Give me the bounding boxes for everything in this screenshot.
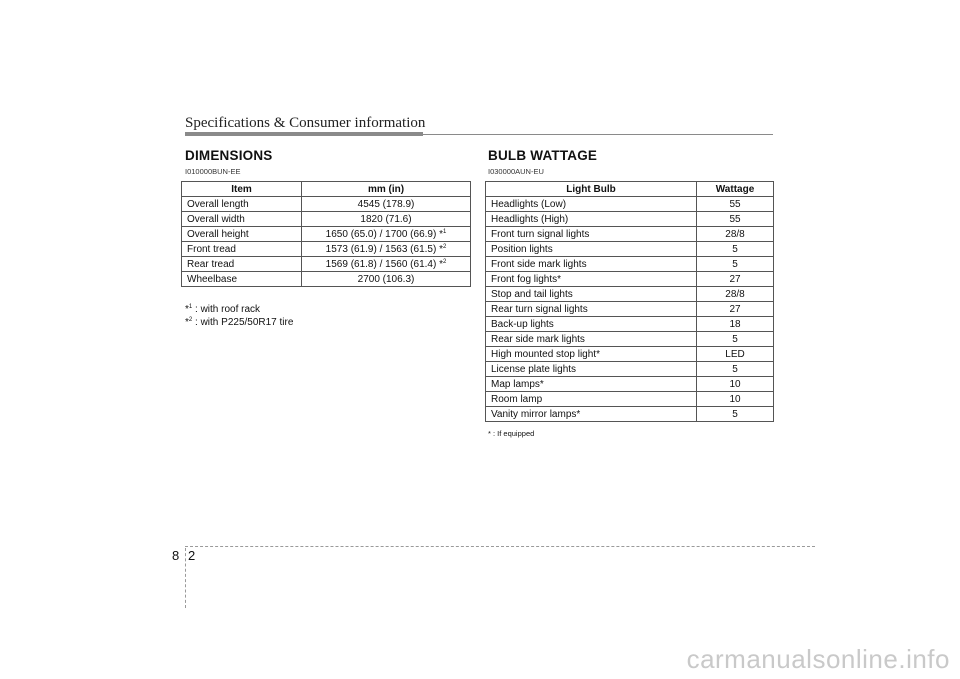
- table-row: [182, 257, 471, 272]
- cell-item: High mounted stop light*: [486, 347, 697, 362]
- cell-value: [697, 347, 774, 362]
- cell-item: Overall height: [182, 227, 302, 242]
- cell-value: [697, 302, 774, 317]
- table-row: [182, 242, 471, 257]
- cell-value-text: 1573 (61.9) / 1563 (61.5) *: [325, 243, 443, 255]
- cell-value-text: 1569 (61.8) / 1560 (61.4) *: [325, 258, 443, 270]
- cell-item: Wheelbase: [182, 272, 302, 287]
- cell-item: Overall width: [182, 212, 302, 227]
- cell-value: [697, 407, 774, 422]
- cell-value-text: 28/8: [725, 288, 745, 300]
- cell-item: Back-up lights: [486, 317, 697, 332]
- cell-value: [697, 197, 774, 212]
- cell-item: Overall length: [182, 197, 302, 212]
- cell-value-text: 55: [729, 198, 741, 210]
- bulb-wattage-table: [485, 181, 774, 422]
- table-row: [486, 377, 774, 392]
- table-row: [486, 392, 774, 407]
- cell-value: [302, 197, 471, 212]
- note-star: *: [185, 304, 189, 315]
- table-row: [182, 212, 471, 227]
- cell-value: [697, 317, 774, 332]
- footnote-mark: 1: [442, 228, 447, 235]
- column-header-value: mm (in): [302, 182, 471, 197]
- note-text: : with P225/50R17 tire: [192, 317, 294, 328]
- cell-item: Vanity mirror lamps*: [486, 407, 697, 422]
- cell-value: [697, 272, 774, 287]
- cell-value-text: 27: [729, 273, 741, 285]
- cell-value-text: 2700 (106.3): [357, 273, 415, 285]
- cell-value-text: 1650 (65.0) / 1700 (66.9) *: [325, 228, 443, 240]
- footnote-mark: 2: [442, 243, 447, 250]
- cell-value-text: 5: [732, 258, 738, 270]
- cell-value-text: 55: [729, 213, 741, 225]
- cell-value: [697, 242, 774, 257]
- cell-value-text: 27: [729, 303, 741, 315]
- cell-value-text: 5: [732, 363, 738, 375]
- page-number: 2: [188, 548, 196, 563]
- table-row: [486, 272, 774, 287]
- note-text: : with roof rack: [192, 304, 261, 315]
- cell-value: [302, 212, 471, 227]
- cell-item: Stop and tail lights: [486, 287, 697, 302]
- cell-value-text: 5: [732, 243, 738, 255]
- table-header-row: [182, 182, 471, 197]
- cell-item: Headlights (Low): [486, 197, 697, 212]
- cell-item: Map lamps*: [486, 377, 697, 392]
- table-row: [182, 197, 471, 212]
- column-header-item: Item: [182, 182, 302, 197]
- cell-value: [302, 227, 471, 242]
- cell-value: [302, 272, 471, 287]
- column-header-wattage: Wattage: [697, 182, 774, 197]
- cell-value: [697, 392, 774, 407]
- cell-item: Front side mark lights: [486, 257, 697, 272]
- table-row: [182, 227, 471, 242]
- cell-item: Front tread: [182, 242, 302, 257]
- column-header-light-bulb: Light Bulb: [486, 182, 697, 197]
- table-row: [486, 197, 774, 212]
- cell-item: Front fog lights*: [486, 272, 697, 287]
- table-row: [486, 287, 774, 302]
- cell-value-text: 18: [729, 318, 741, 330]
- cell-value-text: 4545 (178.9): [357, 198, 415, 210]
- footer-dotted-divider: [185, 548, 186, 608]
- dimensions-code: I010000BUN-EE: [185, 167, 241, 176]
- bulb-wattage-code: I030000AUN-EU: [488, 167, 544, 176]
- cell-value: [697, 362, 774, 377]
- table-row: [486, 227, 774, 242]
- dimensions-table: [181, 181, 471, 287]
- cell-item: Rear tread: [182, 257, 302, 272]
- table-row: [486, 347, 774, 362]
- table-row: [486, 407, 774, 422]
- footnote-mark: 2: [442, 258, 447, 265]
- table-row: [486, 332, 774, 347]
- cell-value: [697, 377, 774, 392]
- table-row: [486, 302, 774, 317]
- dimensions-note-1: [185, 304, 260, 315]
- cell-item: License plate lights: [486, 362, 697, 377]
- table-row: [182, 272, 471, 287]
- cell-value-text: 5: [732, 408, 738, 420]
- cell-item: Room lamp: [486, 392, 697, 407]
- watermark: carmanualsonline.info: [686, 644, 950, 674]
- table-row: [486, 257, 774, 272]
- note-mark: 2: [188, 317, 193, 323]
- cell-value-text: 5: [732, 333, 738, 345]
- cell-value: [302, 242, 471, 257]
- cell-value-text: 1820 (71.6): [360, 213, 412, 225]
- cell-item: Position lights: [486, 242, 697, 257]
- cell-value: [697, 227, 774, 242]
- cell-value: [697, 257, 774, 272]
- header-rule-thin: [423, 134, 773, 135]
- chapter-number: 8: [172, 548, 180, 563]
- page-header-title: Specifications & Consumer information: [185, 115, 426, 131]
- cell-value-text: 10: [729, 393, 741, 405]
- cell-value-text: 28/8: [725, 228, 745, 240]
- note-star: *: [185, 317, 189, 328]
- cell-value: [697, 287, 774, 302]
- header-rule-thick: [185, 132, 423, 136]
- table-row: [486, 317, 774, 332]
- cell-value: [697, 212, 774, 227]
- dimensions-title: DIMENSIONS: [185, 148, 273, 163]
- cell-value-text: 10: [729, 378, 741, 390]
- table-row: [486, 362, 774, 377]
- table-row: [486, 242, 774, 257]
- cell-item: Rear turn signal lights: [486, 302, 697, 317]
- cell-item: Headlights (High): [486, 212, 697, 227]
- cell-item: Rear side mark lights: [486, 332, 697, 347]
- cell-value: [697, 332, 774, 347]
- cell-value-text: LED: [725, 348, 745, 360]
- footer-dotted-rule: [185, 546, 815, 547]
- cell-value: [302, 257, 471, 272]
- note-mark: 1: [188, 304, 193, 310]
- table-header-row: [486, 182, 774, 197]
- cell-item: Front turn signal lights: [486, 227, 697, 242]
- bulb-wattage-title: BULB WATTAGE: [488, 148, 598, 163]
- dimensions-note-2: [185, 317, 293, 328]
- table-row: [486, 212, 774, 227]
- bulb-wattage-note: * : If equipped: [488, 429, 535, 438]
